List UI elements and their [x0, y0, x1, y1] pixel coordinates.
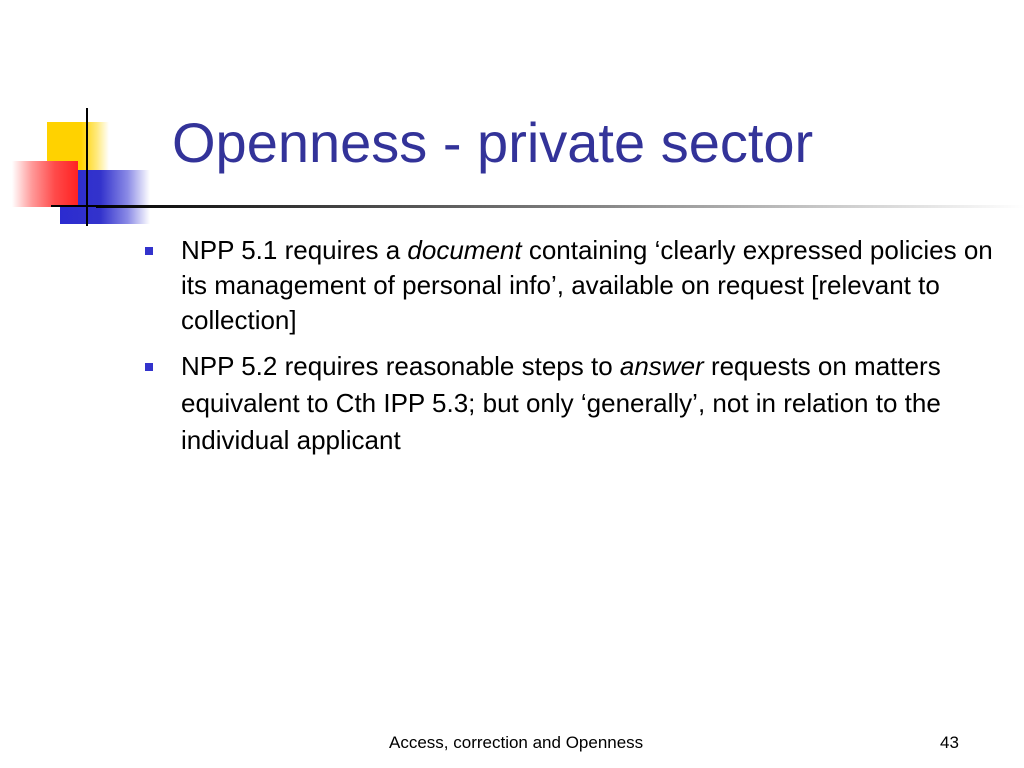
vertical-line: [86, 108, 88, 226]
bullet-item: [145, 348, 995, 459]
bullet-text-before: NPP 5.1 requires a: [181, 235, 408, 265]
bullet-text-emphasis: document: [407, 235, 522, 265]
square-bullet-icon: [145, 247, 153, 255]
square-bullet-icon: [145, 363, 153, 371]
bullet-item: [145, 233, 995, 338]
bullet-text-after: containing ‘clearly expressed policies on its management of personal info’, available on request [relevant to collection]: [181, 235, 993, 335]
bullet-text-after: requests on matters equivalent to Cth IPP 5.3; but only ‘generally’, not in relation to the individual applicant: [181, 351, 941, 455]
page-number: 43: [940, 733, 959, 752]
footer-text: Access, correction and Openness: [389, 733, 644, 752]
slide-title: Openness - private sector: [172, 111, 814, 174]
title-underline-rule: [96, 205, 1024, 208]
horizontal-line-short: [51, 205, 99, 207]
corner-logo-decoration: [0, 0, 160, 240]
red-square: [12, 161, 78, 207]
bullet-text-before: NPP 5.2 requires reasonable steps to: [181, 351, 620, 381]
bullet-list: [145, 233, 995, 459]
bullet-text-emphasis: answer: [619, 351, 704, 381]
